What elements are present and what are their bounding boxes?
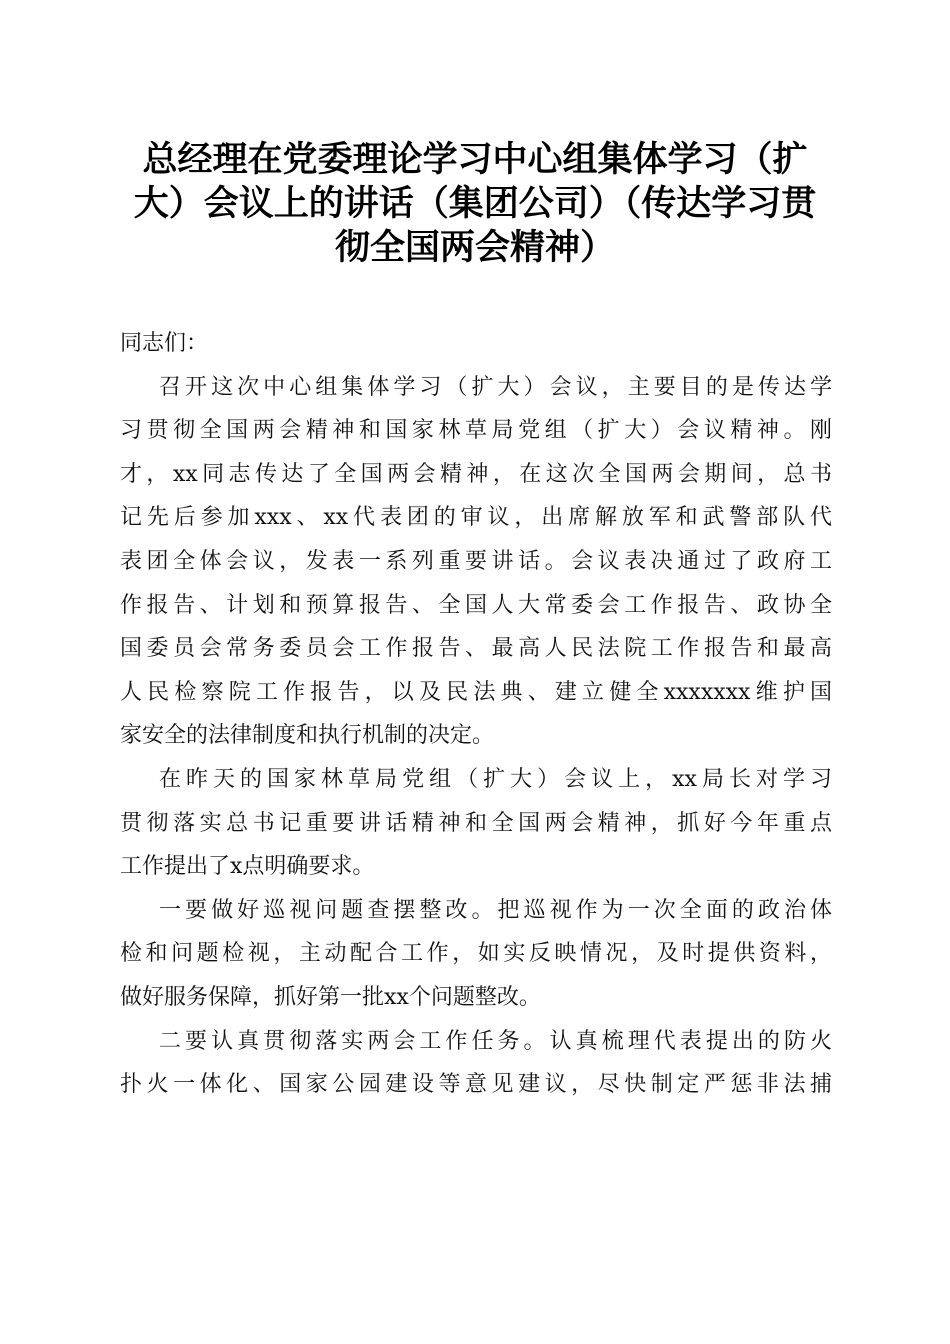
paragraph-3-line-1: 一要做好巡视问题查摆整改。把巡视作为一次全面的政治体 [159, 897, 832, 923]
paragraph-1-line-3: 才，xx同志传达了全国两会精神，在这次全国两会期间，总书 [120, 461, 832, 487]
paragraph-1-line-8: 人民检察院工作报告，以及民法典、建立健全xxxxxxx维护国 [120, 679, 832, 705]
title-line-2: 大）会议上的讲话（集团公司）（传达学习贯 [133, 183, 817, 224]
paragraph-1-line-1: 召开这次中心组集体学习（扩大）会议，主要目的是传达学 [159, 374, 832, 400]
title-line-3: 彻全国两会精神） [334, 227, 615, 268]
salutation: 同志们： [120, 331, 209, 356]
paragraph-1-line-4: 记先后参加xxx、xx代表团的审议，出席解放军和武警部队代 [120, 505, 832, 531]
paragraph-1-line-5: 表团全体会议，发表一系列重要讲话。会议表决通过了政府工 [120, 548, 832, 574]
paragraph-2-line-2: 贯彻落实总书记重要讲话精神和全国两会精神，抓好今年重点 [120, 810, 832, 836]
paragraph-4-line-1: 二要认真贯彻落实两会工作任务。认真梳理代表提出的防火 [159, 1028, 832, 1054]
paragraph-1-line-2: 习贯彻全国两会精神和国家林草局党组（扩大）会议精神。刚 [120, 418, 832, 444]
paragraph-1-line-6: 作报告、计划和预算报告、全国人大常委会工作报告、政协全 [120, 592, 832, 618]
title-line-1: 总经理在党委理论学习中心组集体学习（扩 [142, 139, 808, 180]
paragraph-2-line-3: 工作提出了x点明确要求。 [120, 854, 375, 880]
paragraph-3-line-3: 做好服务保障，抓好第一批xx个问题整改。 [120, 984, 541, 1010]
paragraph-4-line-2: 扑火一体化、国家公园建设等意见建议，尽快制定严惩非法捕 [120, 1072, 832, 1098]
paragraph-1-line-9: 家安全的法律制度和执行机制的决定。 [120, 723, 495, 749]
paragraph-3-line-2: 检和问题检视，主动配合工作，如实反映情况，及时提供资料， [120, 941, 832, 967]
paragraph-2-line-1: 在昨天的国家林草局党组（扩大）会议上，xx局长对学习 [159, 766, 832, 792]
document-body [120, 322, 832, 1107]
paragraph-1-line-7: 国委员会常务委员会工作报告、最高人民法院工作报告和最高 [120, 636, 832, 662]
document-title [110, 138, 840, 270]
